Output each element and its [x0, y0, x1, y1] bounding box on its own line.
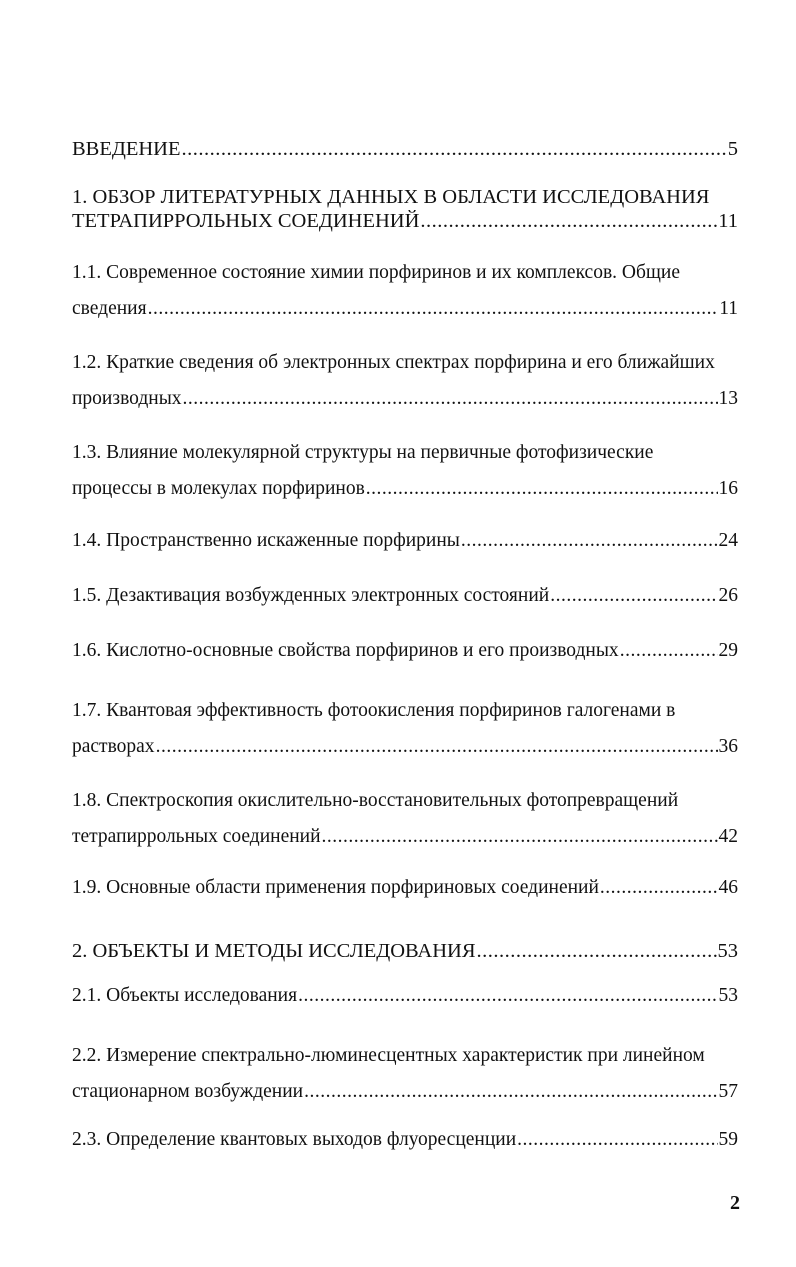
toc-last-line	[72, 939, 738, 963]
toc-entry-introduction	[72, 137, 738, 161]
toc-last-line	[72, 819, 738, 855]
toc-entry-title: 1.6. Кислотно-основные свойства порфиринов и его производных	[72, 640, 619, 661]
toc-entry-line: 2.2. Измерение спектрально-люминесцентных характеристик при линейном	[72, 1045, 705, 1066]
toc-entry-line: 1.3. Влияние молекулярной структуры на первичные фотофизические	[72, 442, 654, 463]
toc-entry-line: 1.8. Спектроскопия окислительно-восстановительных фотопревращений	[72, 790, 679, 811]
toc-entry-1-3	[72, 435, 738, 507]
toc-entry-title: 1.4. Пространственно искаженные порфирины	[72, 530, 460, 551]
toc-leader-dots	[420, 209, 717, 233]
toc-page-number: 42	[718, 826, 738, 847]
toc-leader-dots	[298, 984, 717, 1008]
toc-page-number: 11	[719, 298, 738, 319]
toc-page-number: 59	[718, 1129, 738, 1150]
toc-entry-title: растворах	[72, 736, 155, 757]
toc-last-line	[72, 639, 738, 663]
toc-entry-title: 1.5. Дезактивация возбужденных электронных состояний	[72, 585, 550, 606]
toc-leader-dots	[182, 137, 727, 161]
toc-last-line	[72, 1074, 738, 1110]
toc-entry-title: 2.3. Определение квантовых выходов флуоресценции	[72, 1129, 517, 1150]
toc-last-line	[72, 529, 738, 553]
toc-entry-title: процессы в молекулах порфиринов	[72, 478, 365, 499]
toc-leader-dots	[183, 381, 718, 417]
toc-entry-title: 2. ОБЪЕКТЫ И МЕТОДЫ ИССЛЕДОВАНИЯ	[72, 940, 476, 962]
toc-entry-title: стационарном возбуждении	[72, 1081, 304, 1102]
toc-page-number: 53	[717, 940, 738, 962]
toc-entry-chapter-1	[72, 185, 738, 233]
toc-last-line	[72, 984, 738, 1008]
toc-page-number: 57	[718, 1081, 738, 1102]
toc-leader-dots	[461, 529, 718, 553]
toc-last-line	[72, 729, 738, 765]
toc-entry-title: ВВЕДЕНИЕ	[72, 138, 181, 160]
toc-page-number: 13	[718, 388, 738, 409]
toc-leader-dots	[156, 729, 718, 765]
toc-entry-1-8	[72, 783, 738, 855]
toc-page-number: 53	[718, 985, 738, 1006]
toc-leader-dots	[322, 819, 718, 855]
toc-page-number: 26	[718, 585, 738, 606]
toc-entry-2-2	[72, 1038, 738, 1110]
toc-entry-line: 1.1. Современное состояние химии порфиринов и их комплексов. Общие	[72, 262, 681, 283]
toc-entry-1-9	[72, 876, 738, 900]
page-number: 2	[730, 1192, 740, 1214]
toc-leader-dots	[600, 876, 718, 900]
toc-leader-dots	[620, 639, 718, 663]
toc-last-line	[72, 291, 738, 327]
toc-page-number: 29	[718, 640, 738, 661]
toc-entry-1-6	[72, 639, 738, 663]
toc-entry-title: ТЕТРАПИРРОЛЬНЫХ СОЕДИНЕНИЙ	[72, 210, 420, 232]
toc-leader-dots	[517, 1128, 717, 1152]
toc-entry-line: 1.7. Квантовая эффективность фотоокисления порфиринов галогенами в	[72, 700, 676, 721]
toc-entry-2-1	[72, 984, 738, 1008]
toc-last-line	[72, 209, 738, 233]
toc-leader-dots	[148, 291, 719, 327]
toc-last-line	[72, 1128, 738, 1152]
toc-entry-title: 2.1. Объекты исследования	[72, 985, 298, 1006]
toc-entry-line: 1. ОБЗОР ЛИТЕРАТУРНЫХ ДАННЫХ В ОБЛАСТИ ИССЛЕДОВАНИЯ	[72, 186, 710, 208]
toc-page-number: 16	[718, 478, 738, 499]
toc-entry-title: производных	[72, 388, 182, 409]
toc-entry-1-1	[72, 255, 738, 327]
toc-entry-chapter-2	[72, 939, 738, 963]
toc-leader-dots	[304, 1074, 717, 1110]
toc-leader-dots	[550, 584, 717, 608]
toc-last-line	[72, 471, 738, 507]
toc-entry-line: 1.2. Краткие сведения об электронных спектрах порфирина и его ближайших	[72, 352, 715, 373]
toc-page-number: 46	[718, 877, 738, 898]
toc-last-line	[72, 876, 738, 900]
toc-page-number: 36	[718, 736, 738, 757]
toc-last-line	[72, 381, 738, 417]
toc-leader-dots	[477, 939, 717, 963]
toc-last-line	[72, 584, 738, 608]
toc-leader-dots	[366, 471, 718, 507]
toc-entry-1-7	[72, 693, 738, 765]
toc-page-number: 24	[718, 530, 738, 551]
toc-last-line	[72, 137, 738, 161]
toc-entry-1-2	[72, 345, 738, 417]
toc-entry-2-3	[72, 1128, 738, 1152]
toc-page-number: 5	[727, 138, 738, 160]
toc-entry-1-5	[72, 584, 738, 608]
toc-entry-1-4	[72, 529, 738, 553]
toc-entry-title: тетрапиррольных соединений	[72, 826, 321, 847]
toc-page-number: 11	[718, 210, 738, 232]
toc-entry-title: сведения	[72, 298, 147, 319]
toc-entry-title: 1.9. Основные области применения порфириновых соединений	[72, 877, 599, 898]
